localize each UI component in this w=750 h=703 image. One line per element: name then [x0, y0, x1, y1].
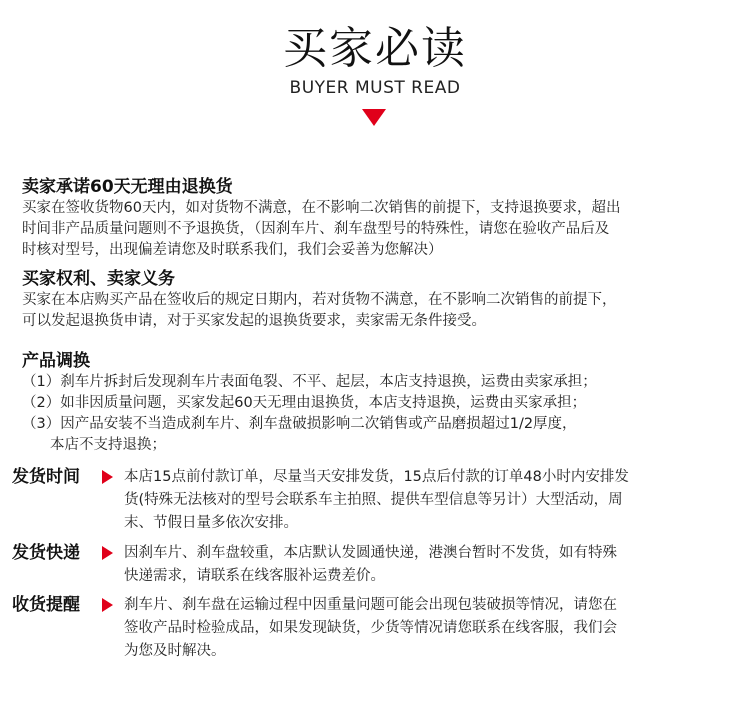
section-return-promise	[22, 176, 722, 261]
section-body	[22, 198, 722, 261]
section-product-exchange	[22, 350, 722, 456]
section-title: 买家权利、卖家义务	[22, 269, 175, 289]
section-line: 时间非产品质量问题则不予退换货，（因刹车片、刹车盘型号的特殊性，请您在验收产品后及	[22, 221, 610, 237]
notice-text	[124, 542, 617, 588]
section-line: （3）因产品安装不当造成刹车片、刹车盘破损影响二次销售或产品磨损超过1/2厚度，	[22, 416, 577, 432]
section-line: 本店不支持退换；	[50, 437, 166, 453]
section-line: 可以发起退换货申请，对于买家发起的退换货要求，卖家需无条件接受。	[22, 313, 486, 329]
notice-line: 快递需求，请联系在线客服补运费差价。	[124, 568, 385, 584]
notice-line: 签收产品时检验成品，如果发现缺货，少货等情况请您联系在线客服，我们会	[124, 620, 617, 636]
notice-text	[124, 466, 629, 535]
section-line: 买家在本店购买产品在签收后的规定日期内，若对货物不满意，在不影响二次销售的前提下，	[22, 292, 617, 308]
play-arrow-icon	[102, 470, 113, 484]
section-body	[22, 290, 722, 332]
notice-line: 末、节假日量多依次安排。	[124, 515, 298, 531]
notice-line: 为您及时解决。	[124, 643, 226, 659]
notice-line: 本店15点前付款订单，尽量当天安排发货，15点后付款的订单48小时内安排发	[124, 469, 629, 485]
section-body	[22, 372, 722, 456]
notice-label: 发货时间	[12, 467, 80, 487]
notice-label: 发货快递	[12, 543, 80, 563]
section-line: （1）刹车片拆封后发现刹车片表面龟裂、不平、起层，本店支持退换，运费由卖家承担；	[22, 374, 597, 390]
notice-line: 刹车片、刹车盘在运输过程中因重量问题可能会出现包装破损等情况，请您在	[124, 597, 617, 613]
play-arrow-icon	[102, 546, 113, 560]
notice-line: 因刹车片、刹车盘较重，本店默认发圆通快递，港澳台暂时不发货，如有特殊	[124, 545, 617, 561]
section-rights-obligations	[22, 268, 722, 332]
section-line: 时核对型号，出现偏差请您及时联系我们，我们会妥善为您解决）	[22, 242, 443, 258]
down-triangle-icon	[362, 109, 386, 126]
section-title: 卖家承诺60天无理由退换货	[22, 177, 233, 197]
header	[0, 22, 750, 98]
play-arrow-icon	[102, 598, 113, 612]
section-line: （2）如非因质量问题，买家发起60天无理由退换货，本店支持退换，运费由买家承担；	[22, 395, 587, 411]
notice-line: 货(特殊无法核对的型号会联系车主拍照、提供车型信息等另计）大型活动，周	[124, 492, 623, 508]
notice-label: 收货提醒	[12, 595, 80, 615]
section-line: 买家在签收货物60天内，如对货物不满意，在不影响二次销售的前提下，支持退换要求，超出	[22, 200, 621, 216]
page-title: 买家必读	[283, 23, 467, 74]
notice-text	[124, 594, 617, 663]
page-subtitle: BUYER MUST READ	[289, 78, 461, 98]
section-title: 产品调换	[22, 351, 90, 371]
